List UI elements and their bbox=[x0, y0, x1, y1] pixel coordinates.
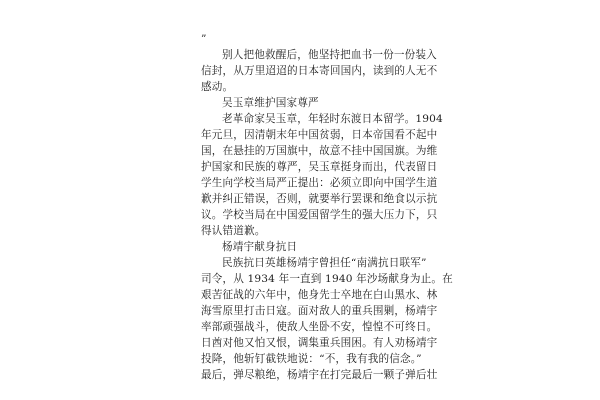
text-line: 学生向学校当局严正提出：必须立即向中国学生道 bbox=[201, 177, 438, 189]
text-line: 议。学校当局在中国爱国留学生的强大压力下，只 bbox=[201, 209, 438, 221]
text-line: 率部顽强战斗，使敌人坐卧不安，惶惶不可终日。 bbox=[201, 321, 438, 333]
text-column bbox=[201, 31, 453, 383]
text-line: 日酋对他又怕又恨，调集重兵围困。有人劝杨靖宇 bbox=[201, 337, 438, 349]
text-line: 歉并纠正错误，否则，就要举行罢课和绝食以示抗 bbox=[201, 193, 438, 205]
section-heading: 杨靖宇献身抗日 bbox=[222, 241, 298, 253]
text-line: 司令，从 1934 年一直到 1940 年沙场献身为止。在 bbox=[201, 273, 453, 285]
text-line: 最后，弹尽粮绝，杨靖宇在打完最后一颗子弹后壮 bbox=[201, 369, 438, 381]
text-line: 国，在悬挂的万国旗中，故意不挂中国国旗。为维 bbox=[201, 145, 438, 157]
text-line: 得认错道歉。 bbox=[201, 225, 266, 237]
text-line: 护国家和民族的尊严，吴玉章挺身而出，代表留日 bbox=[201, 161, 438, 173]
text-line: 别人把他救醒后，他坚持把血书一份一份装入 bbox=[222, 49, 437, 61]
text-line: 艰苦征战的六年中，他身先士卒地在白山黑水、林 bbox=[201, 289, 438, 301]
text-line: 年元旦，因清朝末年中国贫弱，日本帝国看不起中 bbox=[201, 129, 438, 141]
text-line: 海雪原里打击日寇。面对敌人的重兵围剿，杨靖宇 bbox=[201, 305, 438, 317]
text-line: 民族抗日英雄杨靖宇曾担任“南满抗日联军” bbox=[222, 257, 427, 269]
text-line: 老革命家吴玉章，年轻时东渡日本留学。1904 bbox=[222, 113, 443, 125]
text-line: ” bbox=[201, 33, 207, 45]
text-line: 感动。 bbox=[201, 81, 234, 93]
section-heading: 吴玉章维护国家尊严 bbox=[222, 97, 319, 109]
text-line: 投降，他斩钉截铁地说：“不，我有我的信念。” bbox=[201, 353, 422, 365]
text-line: 信封，从万里迢迢的日本寄回国内，读到的人无不 bbox=[201, 65, 438, 77]
